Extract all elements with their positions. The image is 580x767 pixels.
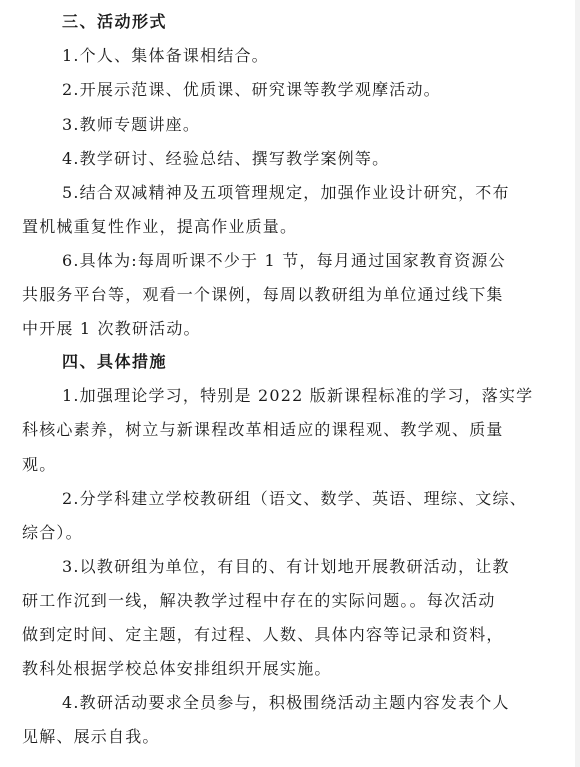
paragraph-line: 2.分学科建立学校教研组（语文、数学、英语、理综、文综、 [62, 489, 527, 508]
paragraph-line: 4.教研活动要求全员参与，积极围绕活动主题内容发表个人 [62, 693, 510, 712]
paragraph-line: 3.以教研组为单位，有目的、有计划地开展教研活动，让教 [62, 557, 510, 576]
paragraph-line: 研工作沉到一线，解决教学过程中存在的实际问题。。每次活动 [22, 591, 496, 610]
paragraph-line: 6.具体为:每周听课不少于 1 节，每月通过国家教育资源公 [62, 251, 506, 270]
paragraph-line: 科核心素养，树立与新课程改革相适应的课程观、教学观、质量 [22, 420, 504, 439]
paragraph-line: 1.个人、集体备课相结合。 [62, 46, 269, 65]
section-heading-specific-measures: 四、具体措施 [62, 352, 168, 371]
section-heading-activity-forms: 三、活动形式 [62, 12, 168, 31]
paragraph-line: 综合）。 [22, 523, 83, 542]
paragraph-line: 观。 [22, 455, 57, 474]
paragraph-line: 教科处根据学校总体安排组织开展实施。 [22, 659, 332, 678]
paragraph-line: 做到定时间、定主题，有过程、人数、具体内容等记录和资料， [22, 625, 504, 644]
paragraph-line: 5.结合双减精神及五项管理规定，加强作业设计研究，不布 [62, 183, 510, 202]
paragraph-line: 4.教学研讨、经验总结、撰写教学案例等。 [62, 149, 390, 168]
paragraph-line: 2.开展示范课、优质课、研究课等教学观摩活动。 [62, 80, 441, 99]
paragraph-line: 3.教师专题讲座。 [62, 115, 201, 134]
page-edge-strip [575, 0, 580, 767]
paragraph-line: 共服务平台等，观看一个课例，每周以教研组为单位通过线下集 [22, 285, 504, 304]
paragraph-line: 1.加强理论学习，特别是 2022 版新课程标准的学习，落实学 [62, 386, 534, 405]
paragraph-line: 置机械重复性作业，提高作业质量。 [22, 217, 298, 236]
paragraph-line: 见解、展示自我。 [22, 727, 160, 746]
paragraph-line: 中开展 1 次教研活动。 [22, 319, 201, 338]
